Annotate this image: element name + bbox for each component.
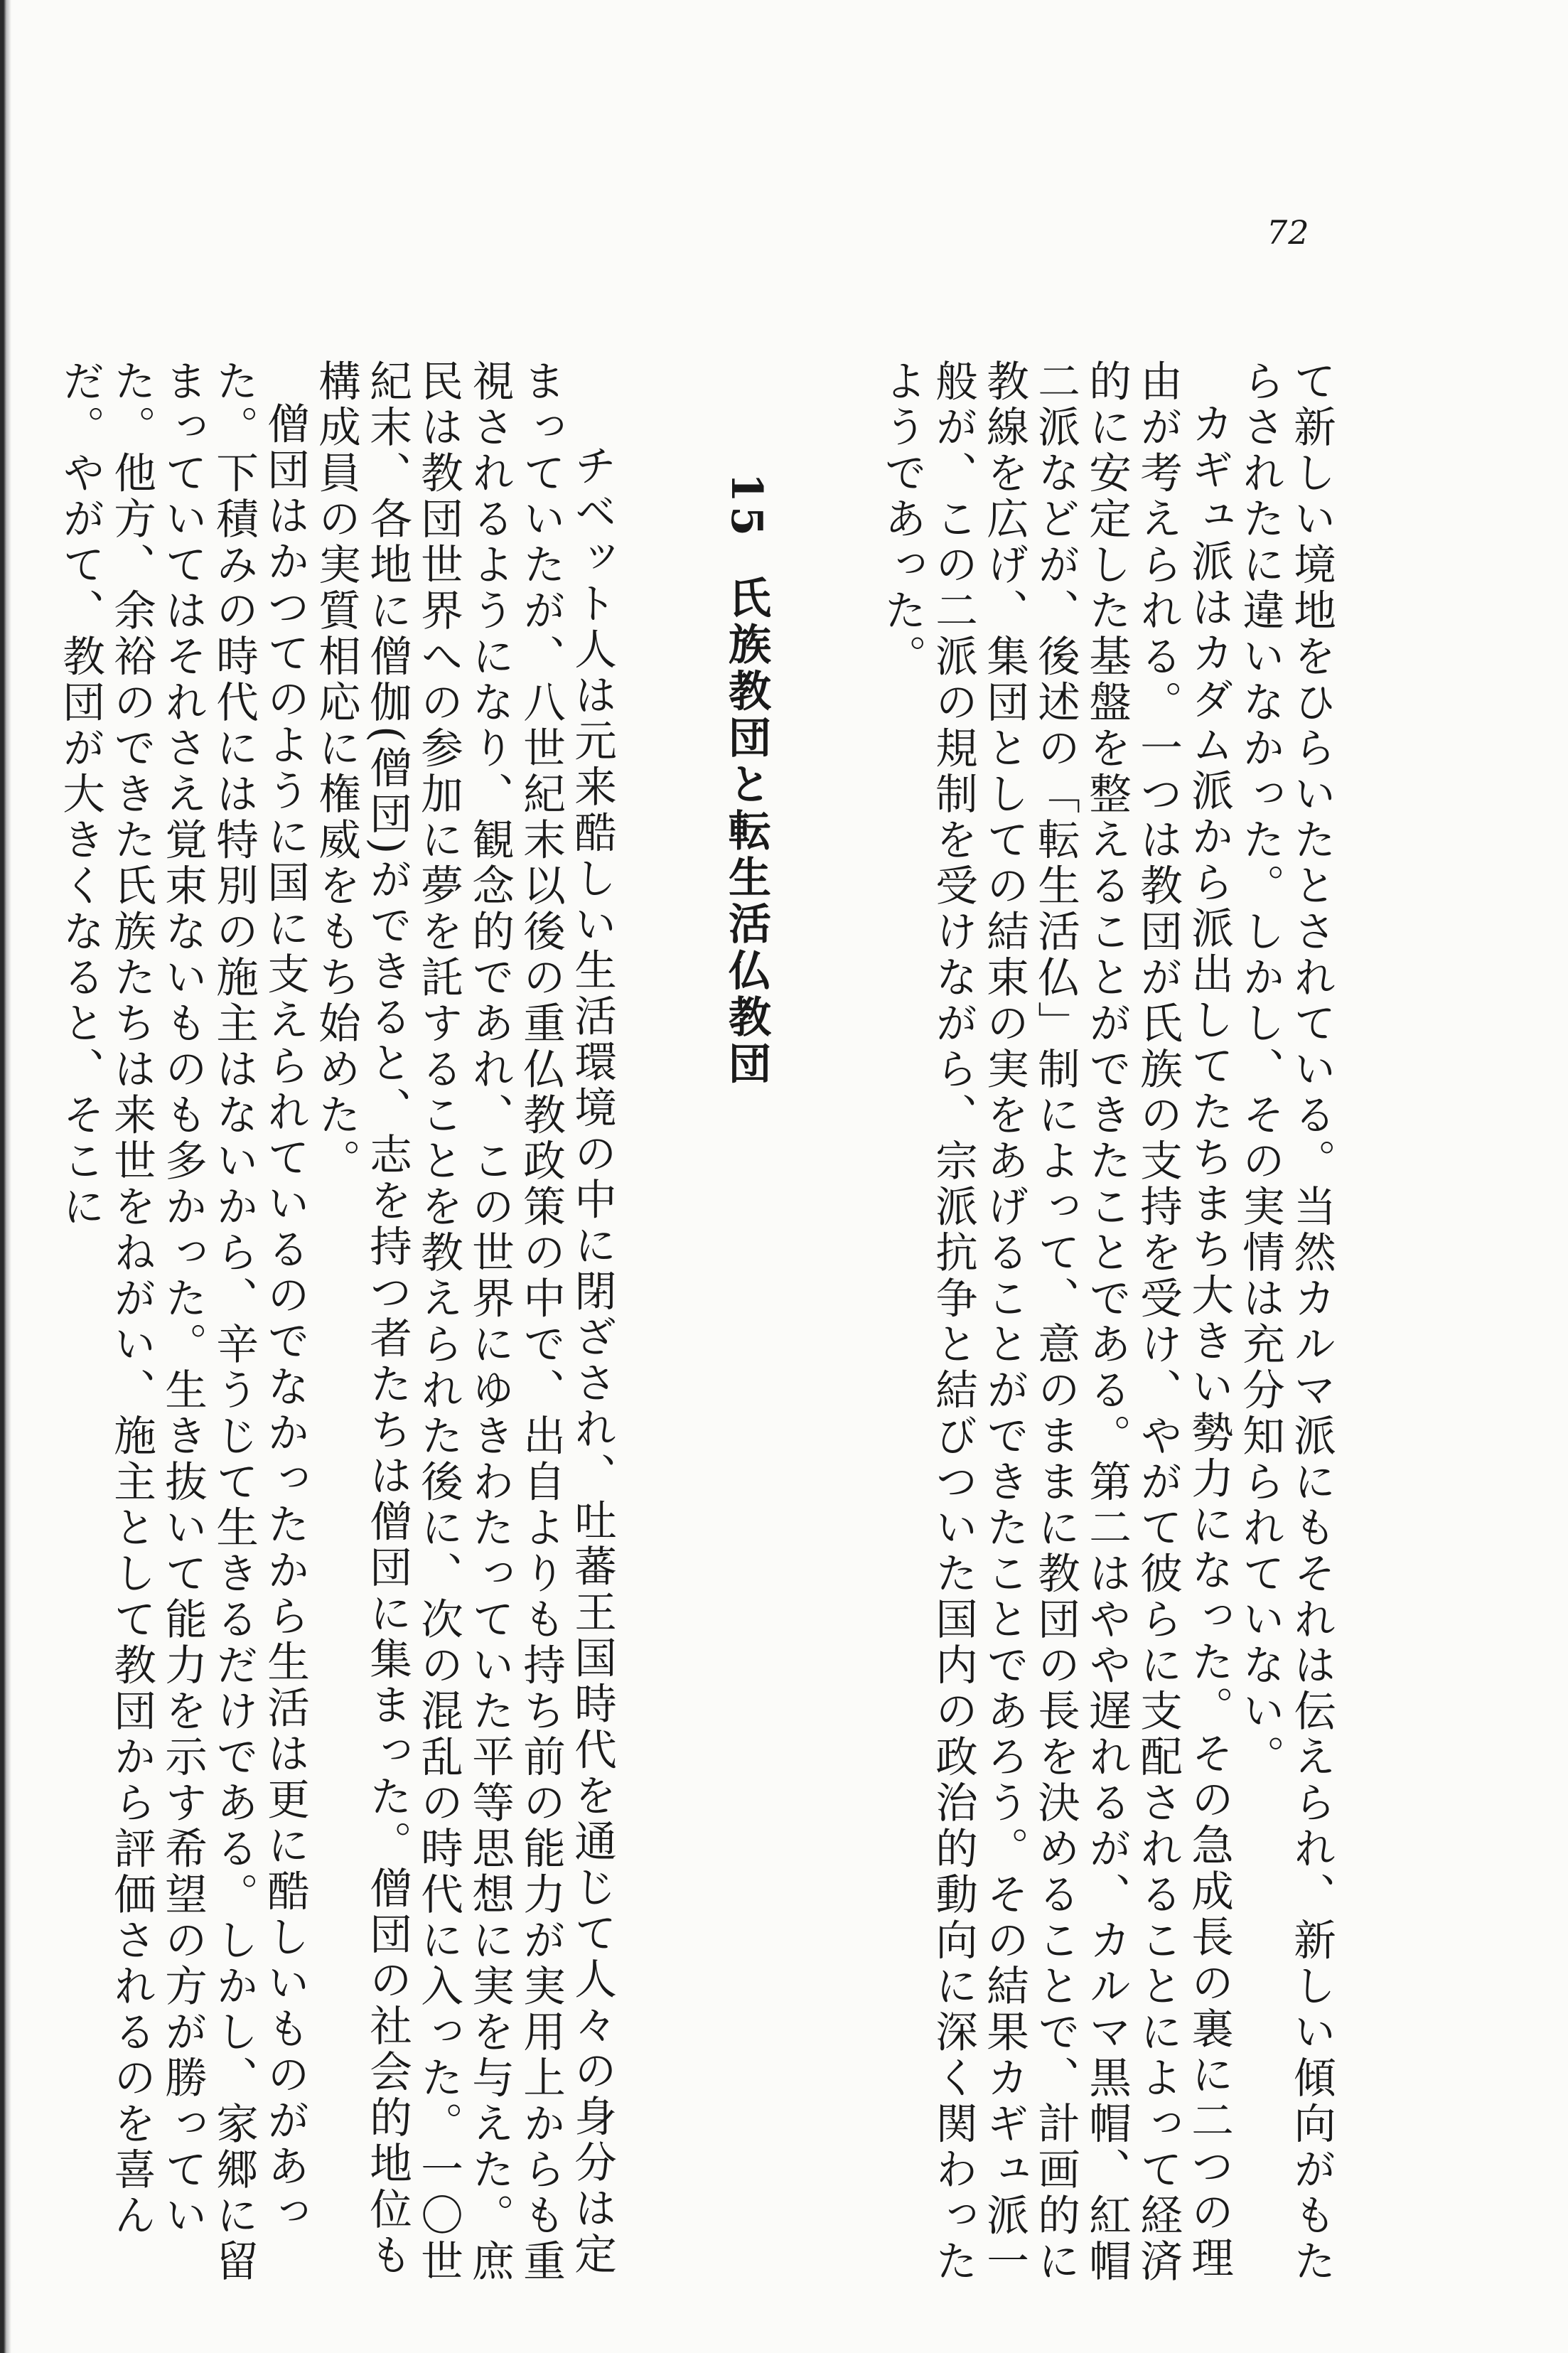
section-title: 氏族教団と転生活仏教団 (721, 575, 771, 1088)
section-number: 15 (721, 473, 771, 540)
vertical-text-body (55, 359, 1336, 2314)
paragraph-kagyu: カギュ派はカダム派から派出してたちまち大きい勢力になった。その急成長の裏に二つの理由が考えられる。一つは教団が氏族の支持を受け、やがて彼らに支配されることによって経済的に安定した基盤を整えることができたことである。第二はやや遅れるが、カルマ黒帽、紅帽二派などが、後述の「転生活仏」制によって、意のままに教団の長を決めることで、計画的に教線を広げ、集団としての結束の実をあげることができたことであろう。その結果カギュ派一般が、この二派の規制を受けながら、宗派抗争と結びついた国内の政治的動向に深く関わったようであった。 (877, 359, 1233, 2285)
page-number: 72 (1267, 213, 1310, 252)
paragraph-tibetans: チベット人は元来酷しい生活環境の中に閉ざされ、吐蕃王国時代を通じて人々の身分は定まっていたが、八世紀末以後の重仏教政策の中で、出自よりも持ち前の能力が実用上からも重視されるようになり、観念的であれ、この世界にゆきわたっていた平等思想に実を与えた。庶民は教団世界への参加に夢を託することを教えられた後に、次の混乱の時代に入った。一〇世紀末、各地に僧伽(僧団)ができると、志を持つ者たちは僧団に集まった。僧団の社会的地位も構成員の実質相応に権威をもち始めた。 (311, 359, 616, 2285)
page-binding-edge (0, 0, 11, 2353)
paragraph-sangha: 僧団はかつてのように国に支えられているのでなかったから生活は更に酷しいものがあった。下積みの時代には特別の施主はないから、辛うじて生きるだけである。しかし、家郷に留まっていてはそれさえ覚束ないものも多かった。生き抜いて能力を示す希望の方が勝っていた。他方、余裕のできた氏族たちは来世をねがい、施主として教団から評価されるのを喜んだ。やがて、教団が大きくなると、そこに (55, 359, 309, 2285)
paragraph-continued: て新しい境地をひらいたとされている。当然カルマ派にもそれは伝えられ、新しい傾向がもたらされたに違いなかった。しかし、その実情は充分知られていない。 (1235, 359, 1336, 2285)
section-heading (617, 359, 876, 2314)
